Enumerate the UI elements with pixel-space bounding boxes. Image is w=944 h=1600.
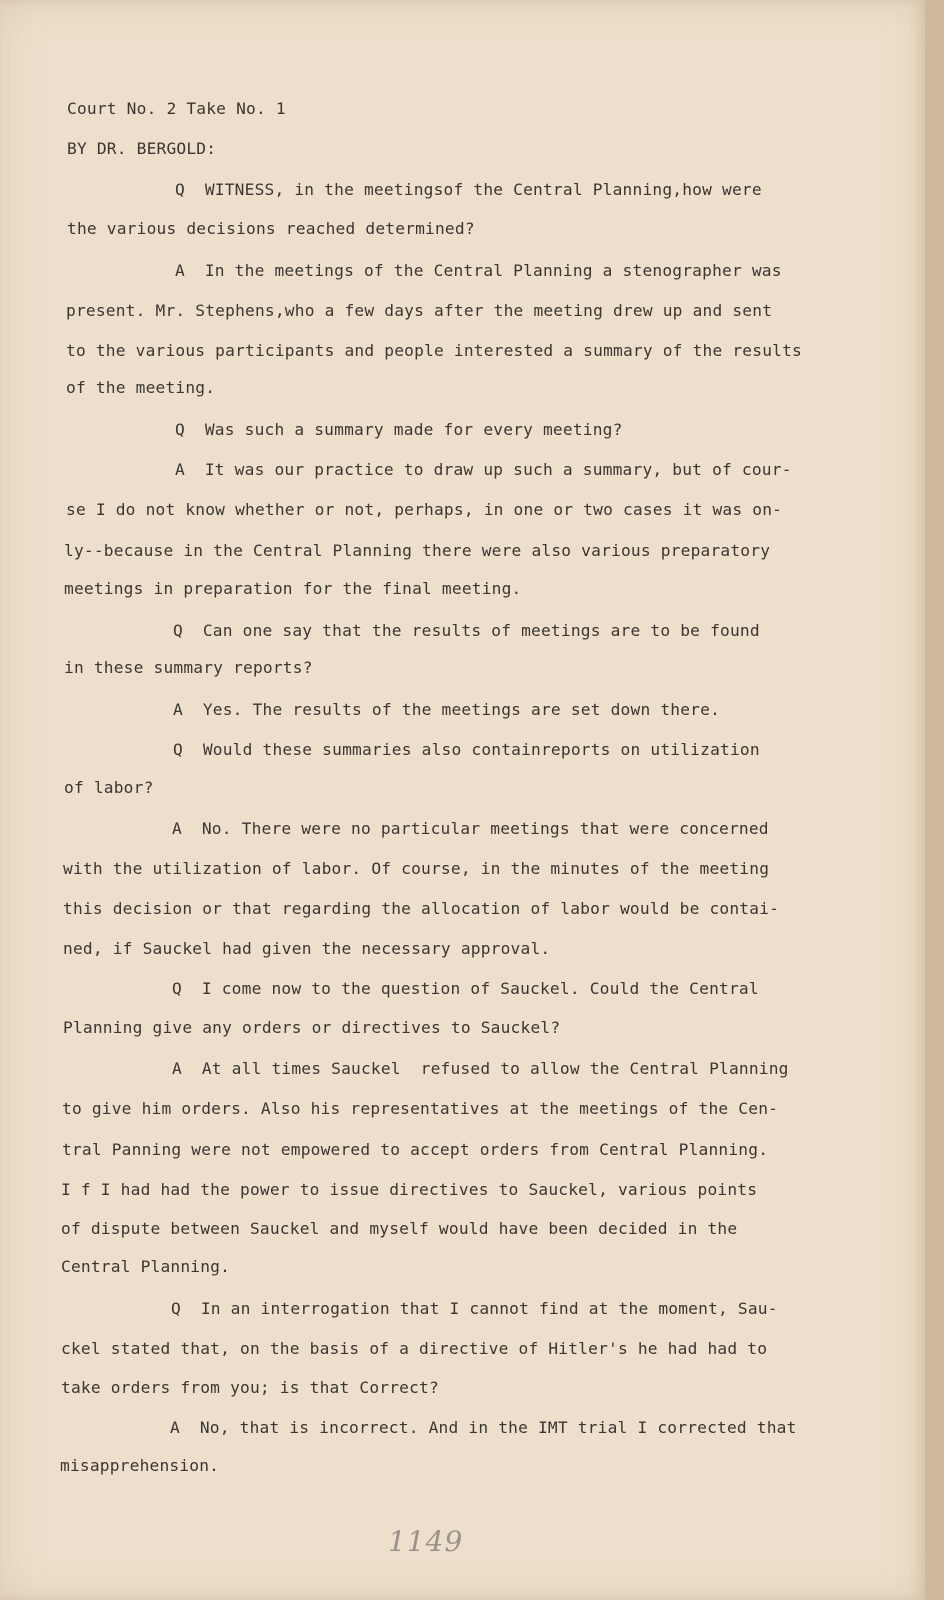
transcript-line: tral Panning were not empowered to accept orders from Central Planning. <box>62 1140 769 1159</box>
transcript-line: ly--because in the Central Planning there were also various preparatory <box>64 541 771 560</box>
transcript-line: A Yes. The results of the meetings are set down there. <box>173 700 721 719</box>
transcript-line: Q In an interrogation that I cannot find at the moment, Sau- <box>171 1299 778 1318</box>
transcript-line: to the various participants and people interested a summary of the results <box>66 341 802 360</box>
transcript-line: take orders from you; is that Correct? <box>61 1378 439 1397</box>
transcript-line: A It was our practice to draw up such a summary, but of cour- <box>175 460 792 479</box>
transcript-line: present. Mr. Stephens,who a few days after the meeting drew up and sent <box>66 301 773 320</box>
transcript-line: the various decisions reached determined? <box>67 219 475 238</box>
transcript-line: A No, that is incorrect. And in the IMT trial I corrected that <box>170 1418 797 1437</box>
transcript-line: with the utilization of labor. Of course, in the minutes of the meeting <box>63 859 770 878</box>
transcript-line: A In the meetings of the Central Planning a stenographer was <box>175 261 782 280</box>
transcript-line: Central Planning. <box>61 1257 231 1276</box>
transcript-line: to give him orders. Also his representatives at the meetings of the Cen- <box>62 1099 779 1118</box>
page-edge <box>925 0 944 1600</box>
transcript-line: Q WITNESS, in the meetingsof the Central Planning,how were <box>175 180 762 199</box>
transcript-line: ckel stated that, on the basis of a directive of Hitler's he had had to <box>61 1339 768 1358</box>
transcript-line: Q Was such a summary made for every meeting? <box>175 420 623 439</box>
transcript-line: this decision or that regarding the allocation of labor would be contai- <box>63 899 780 918</box>
transcript-line: of labor? <box>64 778 154 797</box>
transcript-line: Q Would these summaries also containreports on utilization <box>173 740 760 759</box>
transcript-line: meetings in preparation for the final meeting. <box>64 579 522 598</box>
transcript-line: Q Can one say that the results of meetings are to be found <box>173 621 760 640</box>
transcript-line: se I do not know whether or not, perhaps, in one or two cases it was on- <box>66 500 783 519</box>
transcript-line: ned, if Sauckel had given the necessary approval. <box>63 939 551 958</box>
transcript-line: A At all times Sauckel refused to allow the Central Planning <box>172 1059 789 1078</box>
transcript-line: of the meeting. <box>66 378 216 397</box>
examiner-heading: BY DR. BERGOLD: <box>67 139 217 158</box>
court-take-header: Court No. 2 Take No. 1 <box>67 99 286 118</box>
transcript-line: Q I come now to the question of Sauckel. Could the Central <box>172 979 759 998</box>
transcript-line: Planning give any orders or directives to Sauckel? <box>63 1018 561 1037</box>
transcript-line: misapprehension. <box>60 1456 220 1475</box>
transcript-line: A No. There were no particular meetings that were concerned <box>172 819 769 838</box>
transcript-line: I f I had had the power to issue directives to Sauckel, various points <box>61 1180 758 1199</box>
transcript-line: in these summary reports? <box>64 658 313 677</box>
transcript-line: of dispute between Sauckel and myself would have been decided in the <box>61 1219 738 1238</box>
handwritten-page-number: 1149 <box>388 1525 464 1558</box>
